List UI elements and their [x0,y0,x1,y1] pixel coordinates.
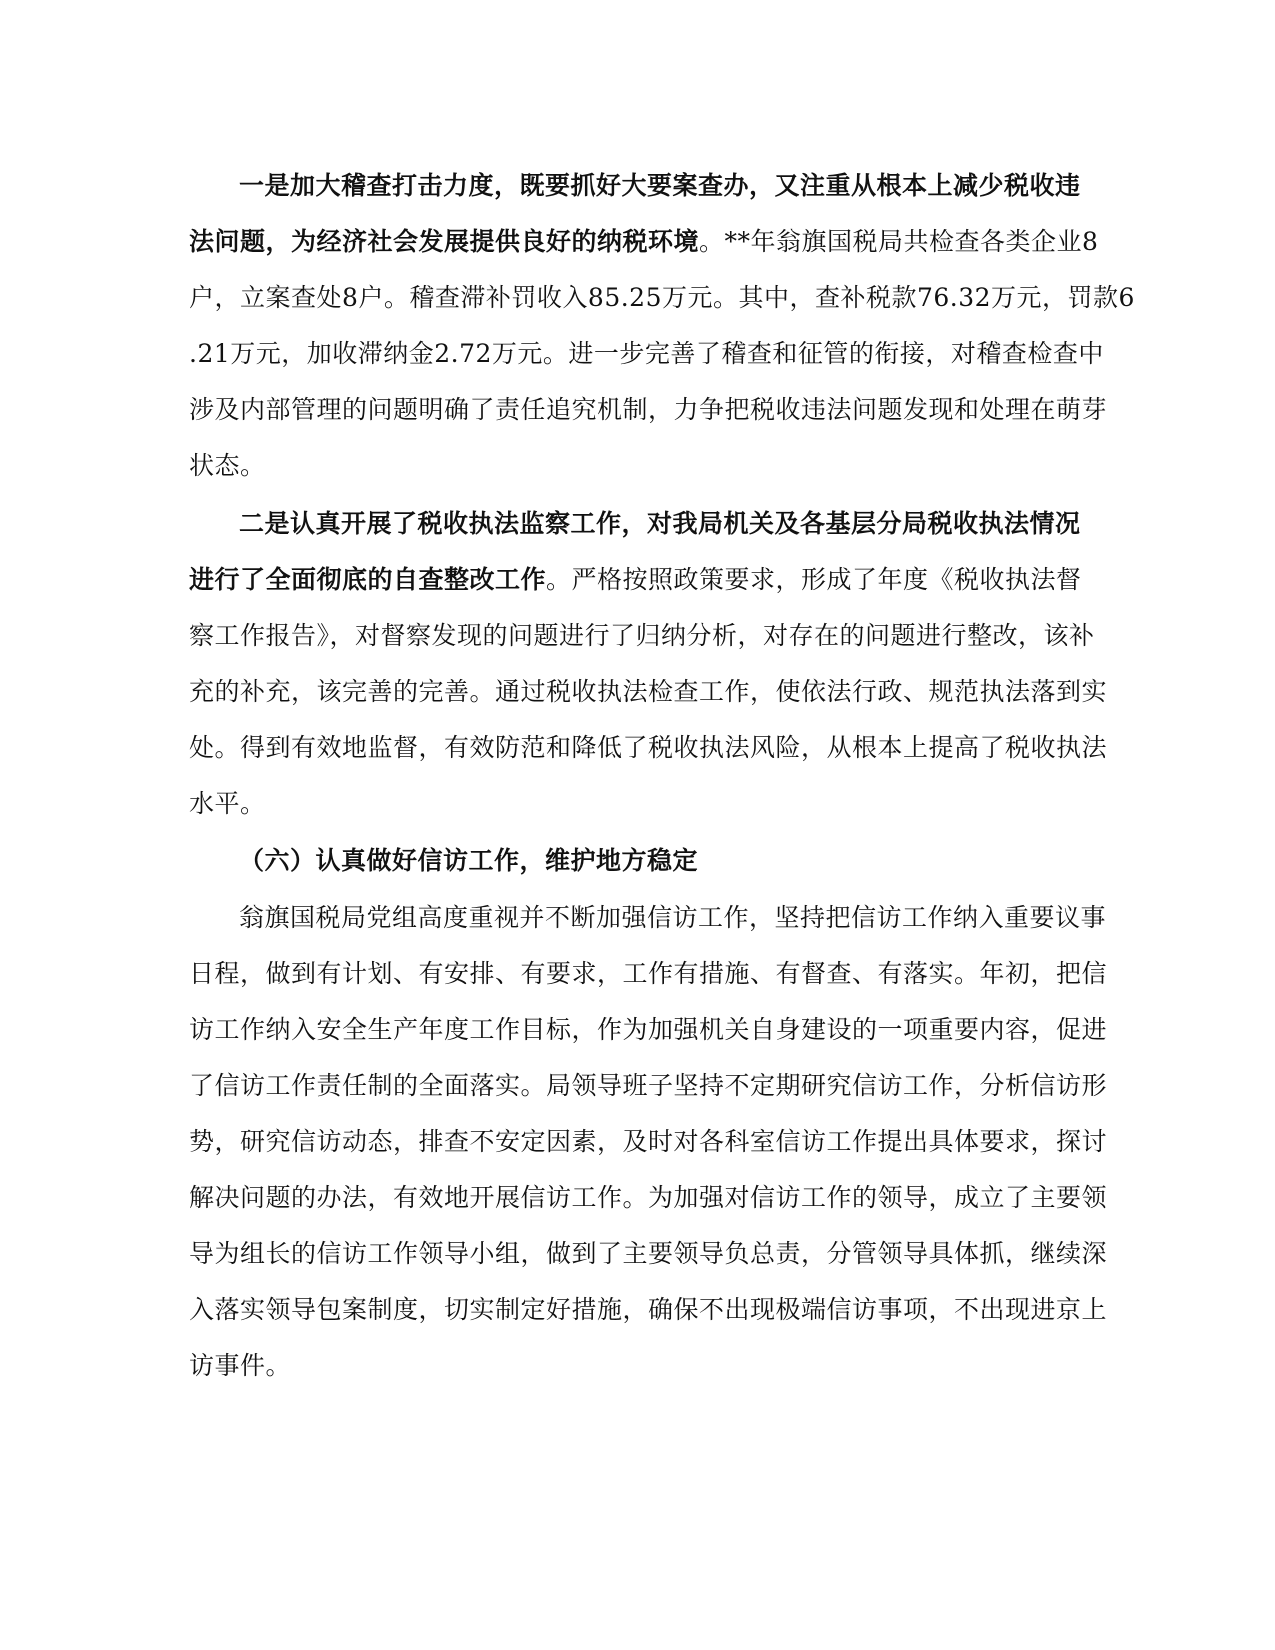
body-text: 解决问题的办法，有效地开展信访工作。为加强对信访工作的领导，成立了主要领 [189,1183,1108,1212]
body-text: 水平。 [189,789,266,818]
paragraph-line [189,676,1107,708]
paragraph-line [239,170,1081,202]
paragraph-line [189,226,1098,258]
bold-lead: 进行了全面彻底的自查整改工作 [189,565,547,594]
body-text: .21万元，加收滞纳金2.72万元。进一步完善了稽查和征管的衔接，对稽查检查中 [189,339,1104,368]
paragraph-line [189,1294,1107,1326]
bold-lead: 法问题，为经济社会发展提供良好的纳税环境 [189,227,700,256]
paragraph-line [189,1182,1107,1214]
body-text: 处。得到有效地监督，有效防范和降低了税收执法风险，从根本上提高了税收执法 [189,733,1108,762]
paragraph-line [189,732,1107,764]
body-text: 。**年翁旗国税局共检查各类企业8 [699,227,1099,256]
paragraph-line [189,450,266,482]
paragraph-line [189,564,1082,596]
paragraph-line [189,1014,1107,1046]
bold-lead: 一是加大稽查打击力度，既要抓好大要案查办，又注重从根本上减少税收违 [239,171,1081,200]
bold-lead: 二是认真开展了税收执法监察工作，对我局机关及各基层分局税收执法情况 [239,509,1081,538]
paragraph-line [239,902,1106,934]
body-text: 涉及内部管理的问题明确了责任追究机制，力争把税收违法问题发现和处理在萌芽 [189,395,1108,424]
body-text: 了信访工作责任制的全面落实。局领导班子坚持不定期研究信访工作，分析信访形 [189,1071,1108,1100]
paragraph-line [189,282,1135,314]
paragraph-line [239,508,1081,540]
paragraph-line [189,1238,1107,1270]
paragraph-line [189,1126,1107,1158]
body-text: 导为组长的信访工作领导小组，做到了主要领导负总责，分管领导具体抓，继续深 [189,1239,1108,1268]
body-text: 。严格按照政策要求，形成了年度《税收执法督 [546,565,1082,594]
body-text: 状态。 [189,451,266,480]
paragraph-line [189,620,1095,652]
section-heading [239,845,698,877]
paragraph-line [189,958,1107,990]
body-text: 入落实领导包案制度，切实制定好措施，确保不出现极端信访事项，不出现进京上 [189,1295,1108,1324]
body-text: 日程，做到有计划、有安排、有要求，工作有措施、有督查、有落实。年初，把信 [189,959,1108,988]
body-text: 访事件。 [189,1351,292,1380]
paragraph-line [189,1070,1107,1102]
body-text: 察工作报告》，对督察发现的问题进行了归纳分析，对存在的问题进行整改，该补 [189,621,1095,650]
paragraph-line [189,338,1104,370]
paragraph-line [189,1350,291,1382]
body-text: 户，立案查处8户。稽查滞补罚收入85.25万元。其中，查补税款76.32万元，罚款6 [189,283,1135,312]
body-text: 翁旗国税局党组高度重视并不断加强信访工作，坚持把信访工作纳入重要议事 [239,903,1107,932]
body-text: 充的补充，该完善的完善。通过税收执法检查工作，使依法行政、规范执法落到实 [189,677,1108,706]
body-text: 访工作纳入安全生产年度工作目标，作为加强机关自身建设的一项重要内容，促进 [189,1015,1108,1044]
heading-text: （六）认真做好信访工作，维护地方稳定 [239,846,699,875]
paragraph-line [189,394,1107,426]
paragraph-line [189,788,266,820]
body-text: 势，研究信访动态，排查不安定因素，及时对各科室信访工作提出具体要求，探讨 [189,1127,1108,1156]
